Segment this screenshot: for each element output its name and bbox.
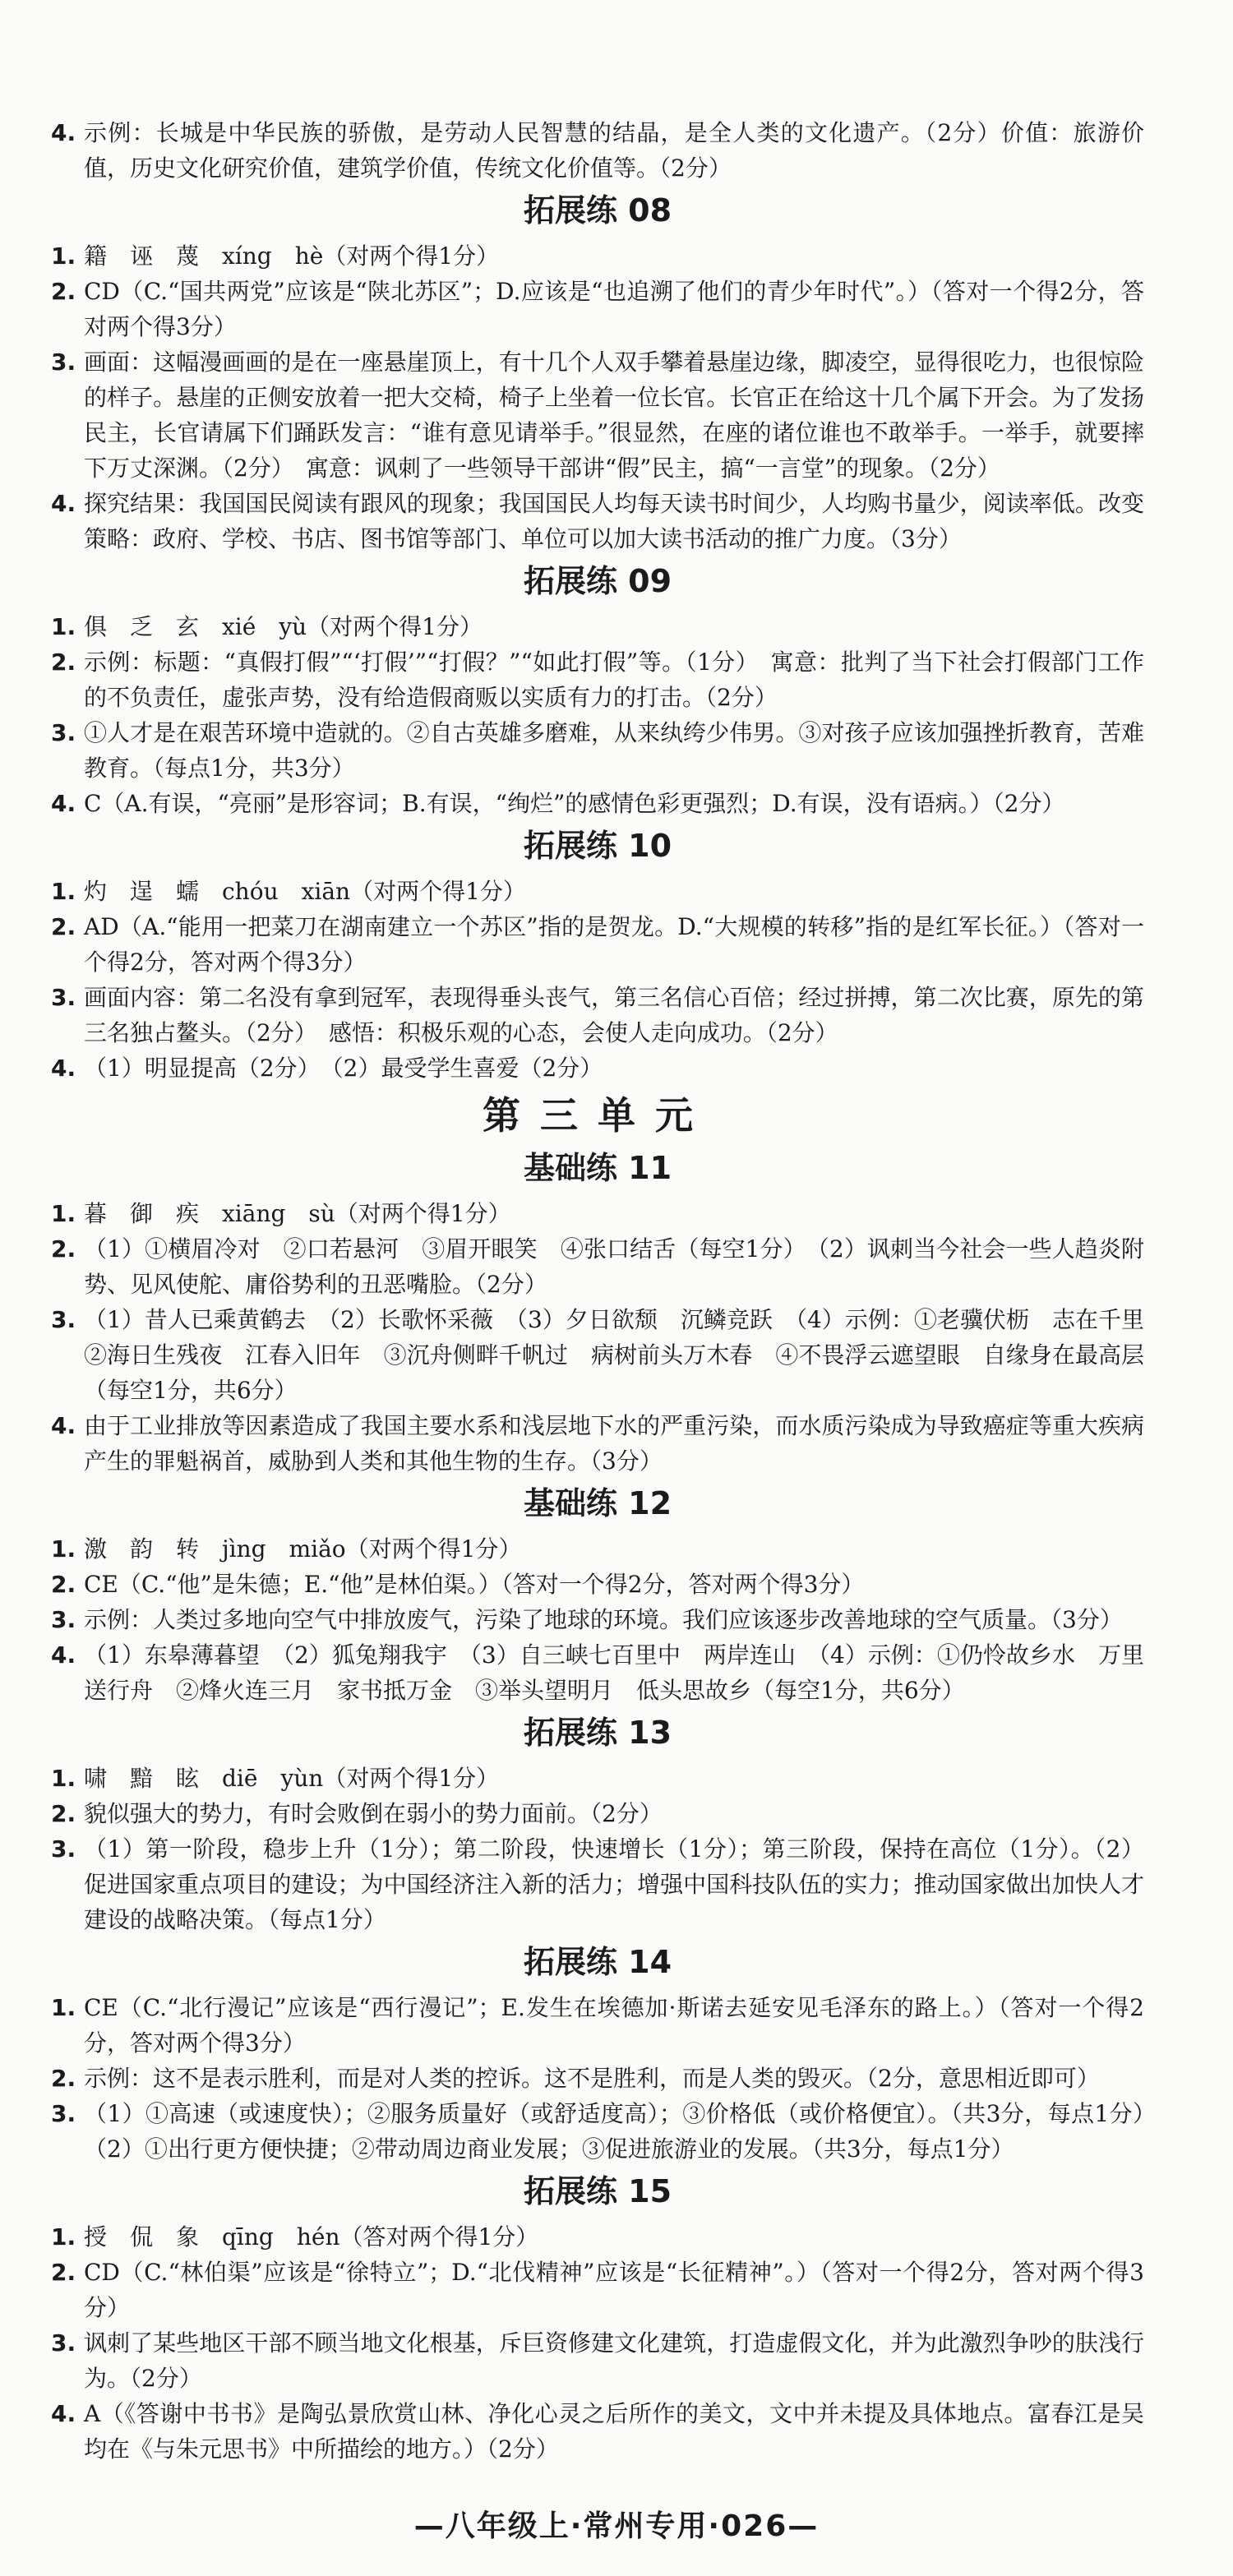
- item-number: 3.: [51, 1606, 76, 1633]
- section-heading: 拓展练 09: [523, 563, 672, 599]
- answer-item: [51, 1796, 1144, 1831]
- answer-item: [51, 1231, 1144, 1302]
- answer-item: [51, 1831, 1144, 1937]
- item-number: 1.: [51, 613, 76, 640]
- answer-item: [51, 2061, 1144, 2096]
- section-heading: 拓展练 13: [523, 1715, 672, 1751]
- answer-item: [51, 1637, 1144, 1708]
- item-number: 2.: [51, 1800, 76, 1827]
- item-number: 1.: [51, 1994, 76, 2021]
- item-text: 授 侃 象 qīng hén（答对两个得1分）: [84, 2223, 539, 2251]
- page-footer: —八年级上·常州专用·026—: [413, 2509, 820, 2543]
- item-text: ①人才是在艰苦环境中造就的。②自古英雄多磨难，从来纨绔少伟男。③对孩子应该加强挫折教育，苦难教育。（每点1分，共3分）: [84, 719, 1144, 782]
- item-text: 画面：这幅漫画画的是在一座悬崖顶上，有十几个人双手攀着悬崖边缘，脚凌空，显得很吃力，也很惊险的样子。悬崖的正侧安放着一把大交椅，椅子上坐着一位长官。长官正在给这十几个属下开会。为了发扬民主，长官请属下们踊跃发言：“谁有意见请举手。”很显然，在座的诸位谁也不敢举手。一举手，就要摔下万丈深渊。（2分） 寓意：讽刺了一些领导干部讲“假”民主，搞“一言堂”的现象。（2分）: [84, 349, 1144, 482]
- answer-item: [51, 909, 1144, 980]
- item-number: 3.: [51, 1835, 76, 1863]
- section-heading: 拓展练 14: [523, 1944, 672, 1980]
- item-text: A（《答谢中书书》是陶弘景欣赏山林、净化心灵之后所作的美文，文中并未提及具体地点。富春江是吴均在《与朱元思书》中所描绘的地方。）（2分）: [84, 2400, 1144, 2463]
- item-number: 2.: [51, 2259, 76, 2286]
- answer-content: [51, 115, 1168, 2467]
- item-text: AD（A.“能用一把菜刀在湖南建立一个苏区”指的是贺龙。D.“大规模的转移”指的是红军长征。）（答对一个得2分，答对两个得3分）: [84, 913, 1144, 976]
- item-number: 1.: [51, 878, 76, 905]
- item-number: 4.: [51, 1055, 76, 1082]
- item-text: 啸 黯 眩 diē yùn（对两个得1分）: [84, 1765, 500, 1792]
- answer-item: [51, 1050, 1144, 1086]
- item-text: 由于工业排放等因素造成了我国主要水系和浅层地下水的严重污染，而水质污染成为导致癌症等重大疾病产生的罪魁祸首，威胁到人类和其他生物的生存。（3分）: [84, 1412, 1144, 1475]
- item-text: 示例：这不是表示胜利，而是对人类的控诉。这不是胜利，而是人类的毁灭。（2分，意思相近即可）: [84, 2065, 1100, 2092]
- answer-item: [51, 1531, 1144, 1567]
- section-heading: 拓展练 15: [523, 2173, 672, 2209]
- item-number: 4.: [51, 119, 76, 146]
- item-text: 讽刺了某些地区干部不顾当地文化根基，斥巨资修建文化建筑，打造虚假文化，并为此激烈争吵的肤浅行为。（2分）: [84, 2329, 1144, 2392]
- answer-item: [51, 2396, 1144, 2467]
- item-number: 3.: [51, 2329, 76, 2357]
- section-heading: 拓展练 08: [523, 192, 672, 229]
- answer-item: [51, 644, 1144, 715]
- answer-item: [51, 2325, 1144, 2396]
- item-text: 示例：标题：“真假打假”“‘打假’”“打假？”“如此打假”等。（1分） 寓意：批判了当下社会打假部门工作的不负责任，虚张声势，没有给造假商贩以实质有力的打击。（2分）: [84, 649, 1144, 711]
- item-text: 画面内容：第二名没有拿到冠军，表现得垂头丧气，第三名信心百倍；经过拼搏，第二次比赛，原先的第三名独占鳌头。（2分） 感悟：积极乐观的心态，会使人走向成功。（2分）: [84, 984, 1144, 1046]
- item-number: 2.: [51, 1571, 76, 1598]
- item-number: 2.: [51, 649, 76, 676]
- item-text: 示例：人类过多地向空气中排放废气，污染了地球的环境。我们应该逐步改善地球的空气质量。（3分）: [84, 1606, 1123, 1633]
- item-text: 探究结果：我国国民阅读有跟风的现象；我国国民人均每天读书时间少，人均购书量少，阅读率低。改变策略：政府、学校、书店、图书馆等部门、单位可以加大读书活动的推广力度。（3分）: [84, 490, 1144, 552]
- answer-item: [51, 609, 1144, 644]
- section-heading: 基础练 11: [523, 1150, 672, 1186]
- answer-item: [51, 486, 1144, 556]
- answer-item: [51, 715, 1144, 786]
- item-text: （1）第一阶段，稳步上升（1分）；第二阶段，快速增长（1分）；第三阶段，保持在高位（1分）。（2）促进国家重点项目的建设；为中国经济注入新的活力；增强中国科技队伍的实力；推动国家做出加快人才建设的战略决策。（每点1分）: [84, 1835, 1144, 1933]
- item-text: （1）东皋薄暮望 （2）狐兔翔我宇 （3）自三峡七百里中 两岸连山 （4）示例：①仍怜故乡水 万里送行舟 ②烽火连三月 家书抵万金 ③举头望明月 低头思故乡（每空1分，共6分）: [84, 1641, 1144, 1704]
- item-number: 2.: [51, 913, 76, 940]
- item-text: 示例：长城是中华民族的骄傲，是劳动人民智慧的结晶，是全人类的文化遗产。（2分）价值：旅游价值，历史文化研究价值，建筑学价值，传统文化价值等。（2分）: [84, 119, 1144, 182]
- item-number: 4.: [51, 1641, 76, 1669]
- answer-item: [51, 2096, 1168, 2167]
- section-heading: 拓展练 10: [523, 828, 672, 864]
- item-text: CE（C.“他”是朱德；E.“他”是林伯渠。）（答对一个得2分，答对两个得3分）: [84, 1571, 865, 1598]
- answer-item: [51, 1302, 1168, 1408]
- answer-item: [51, 1990, 1144, 2061]
- item-number: 1.: [51, 1535, 76, 1563]
- answer-item: [51, 874, 1144, 909]
- answer-item: [51, 786, 1144, 821]
- item-text: 暮 御 疾 xiāng sù（对两个得1分）: [84, 1200, 511, 1227]
- item-text: CD（C.“国共两党”应该是“陕北苏区”；D.应该是“也追溯了他们的青少年时代”。）（答对一个得2分，答对两个得3分）: [84, 278, 1144, 340]
- item-text: 灼 逞 蠕 chóu xiān（对两个得1分）: [84, 878, 526, 905]
- answer-item: [51, 1196, 1144, 1231]
- item-text: C（A.有误，“亮丽”是形容词；B.有误，“绚烂”的感情色彩更强烈；D.有误，没有语病。）（2分）: [84, 790, 1065, 817]
- item-number: 3.: [51, 2100, 76, 2127]
- answer-item: [51, 1567, 1144, 1602]
- answer-item: [51, 2219, 1144, 2255]
- answer-item: [51, 1602, 1144, 1637]
- item-number: 2.: [51, 1235, 76, 1263]
- item-number: 4.: [51, 2400, 76, 2427]
- answer-item: [51, 1761, 1144, 1796]
- item-number: 2.: [51, 2065, 76, 2092]
- item-number: 3.: [51, 349, 76, 376]
- item-number: 3.: [51, 1306, 76, 1333]
- answer-item: [51, 344, 1144, 486]
- section-heading: 基础练 12: [523, 1485, 672, 1521]
- item-text: 籍 诬 蔑 xíng hè（对两个得1分）: [84, 242, 500, 270]
- item-text: 俱 乏 玄 xié yù（对两个得1分）: [84, 613, 483, 640]
- answer-item: [51, 274, 1144, 344]
- answer-item: [51, 115, 1144, 186]
- item-number: 1.: [51, 1765, 76, 1792]
- item-number: 4.: [51, 1412, 76, 1439]
- item-text: （1）明显提高（2分） （2）最受学生喜爱（2分）: [84, 1055, 603, 1082]
- item-number: 3.: [51, 984, 76, 1011]
- item-text: CE（C.“北行漫记”应该是“西行漫记”；E.发生在埃德加·斯诺去延安见毛泽东的路上。）（答对一个得2分，答对两个得3分）: [84, 1994, 1144, 2057]
- answer-item: [51, 2255, 1144, 2325]
- item-number: 4.: [51, 790, 76, 817]
- item-number: 4.: [51, 490, 76, 517]
- item-text: 激 韵 转 jìng miǎo（对两个得1分）: [84, 1535, 522, 1563]
- item-text: CD（C.“林伯渠”应该是“徐特立”；D.“北伐精神”应该是“长征精神”。）（答对一个得2分，答对两个得3分）: [84, 2259, 1144, 2321]
- item-text: （1）①高速（或速度快）；②服务质量好（或舒适度高）；③价格低（或价格便宜）。（共3分，每点1分） （2）①出行更方便快捷；②带动周边商业发展；③促进旅游业的发展。（共3分，每点1分）: [84, 2100, 1168, 2163]
- item-number: 2.: [51, 278, 76, 305]
- item-number: 1.: [51, 2223, 76, 2251]
- unit-title: 第三单元: [483, 1093, 713, 1138]
- item-text: （1）昔人已乘黄鹤去 （2）长歌怀采薇 （3）夕日欲颓 沉鳞竞跃 （4）示例：①老骥伏枥 志在千里 ②海日生残夜 江春入旧年 ③沉舟侧畔千帆过 病树前头万木春 ④不畏浮云遮望眼 自缘身在最高层（每空1分，共6分）: [84, 1306, 1168, 1404]
- item-number: 3.: [51, 719, 76, 746]
- item-text: 貌似强大的势力，有时会败倒在弱小的势力面前。（2分）: [84, 1800, 663, 1827]
- answer-item: [51, 238, 1144, 274]
- answer-item: [51, 1408, 1144, 1479]
- item-number: 1.: [51, 242, 76, 270]
- answer-item: [51, 980, 1144, 1050]
- item-text: （1）①横眉冷对 ②口若悬河 ③眉开眼笑 ④张口结舌（每空1分） （2）讽刺当今社会一些人趋炎附势、见风使舵、庸俗势利的丑恶嘴脸。（2分）: [84, 1235, 1144, 1298]
- item-number: 1.: [51, 1200, 76, 1227]
